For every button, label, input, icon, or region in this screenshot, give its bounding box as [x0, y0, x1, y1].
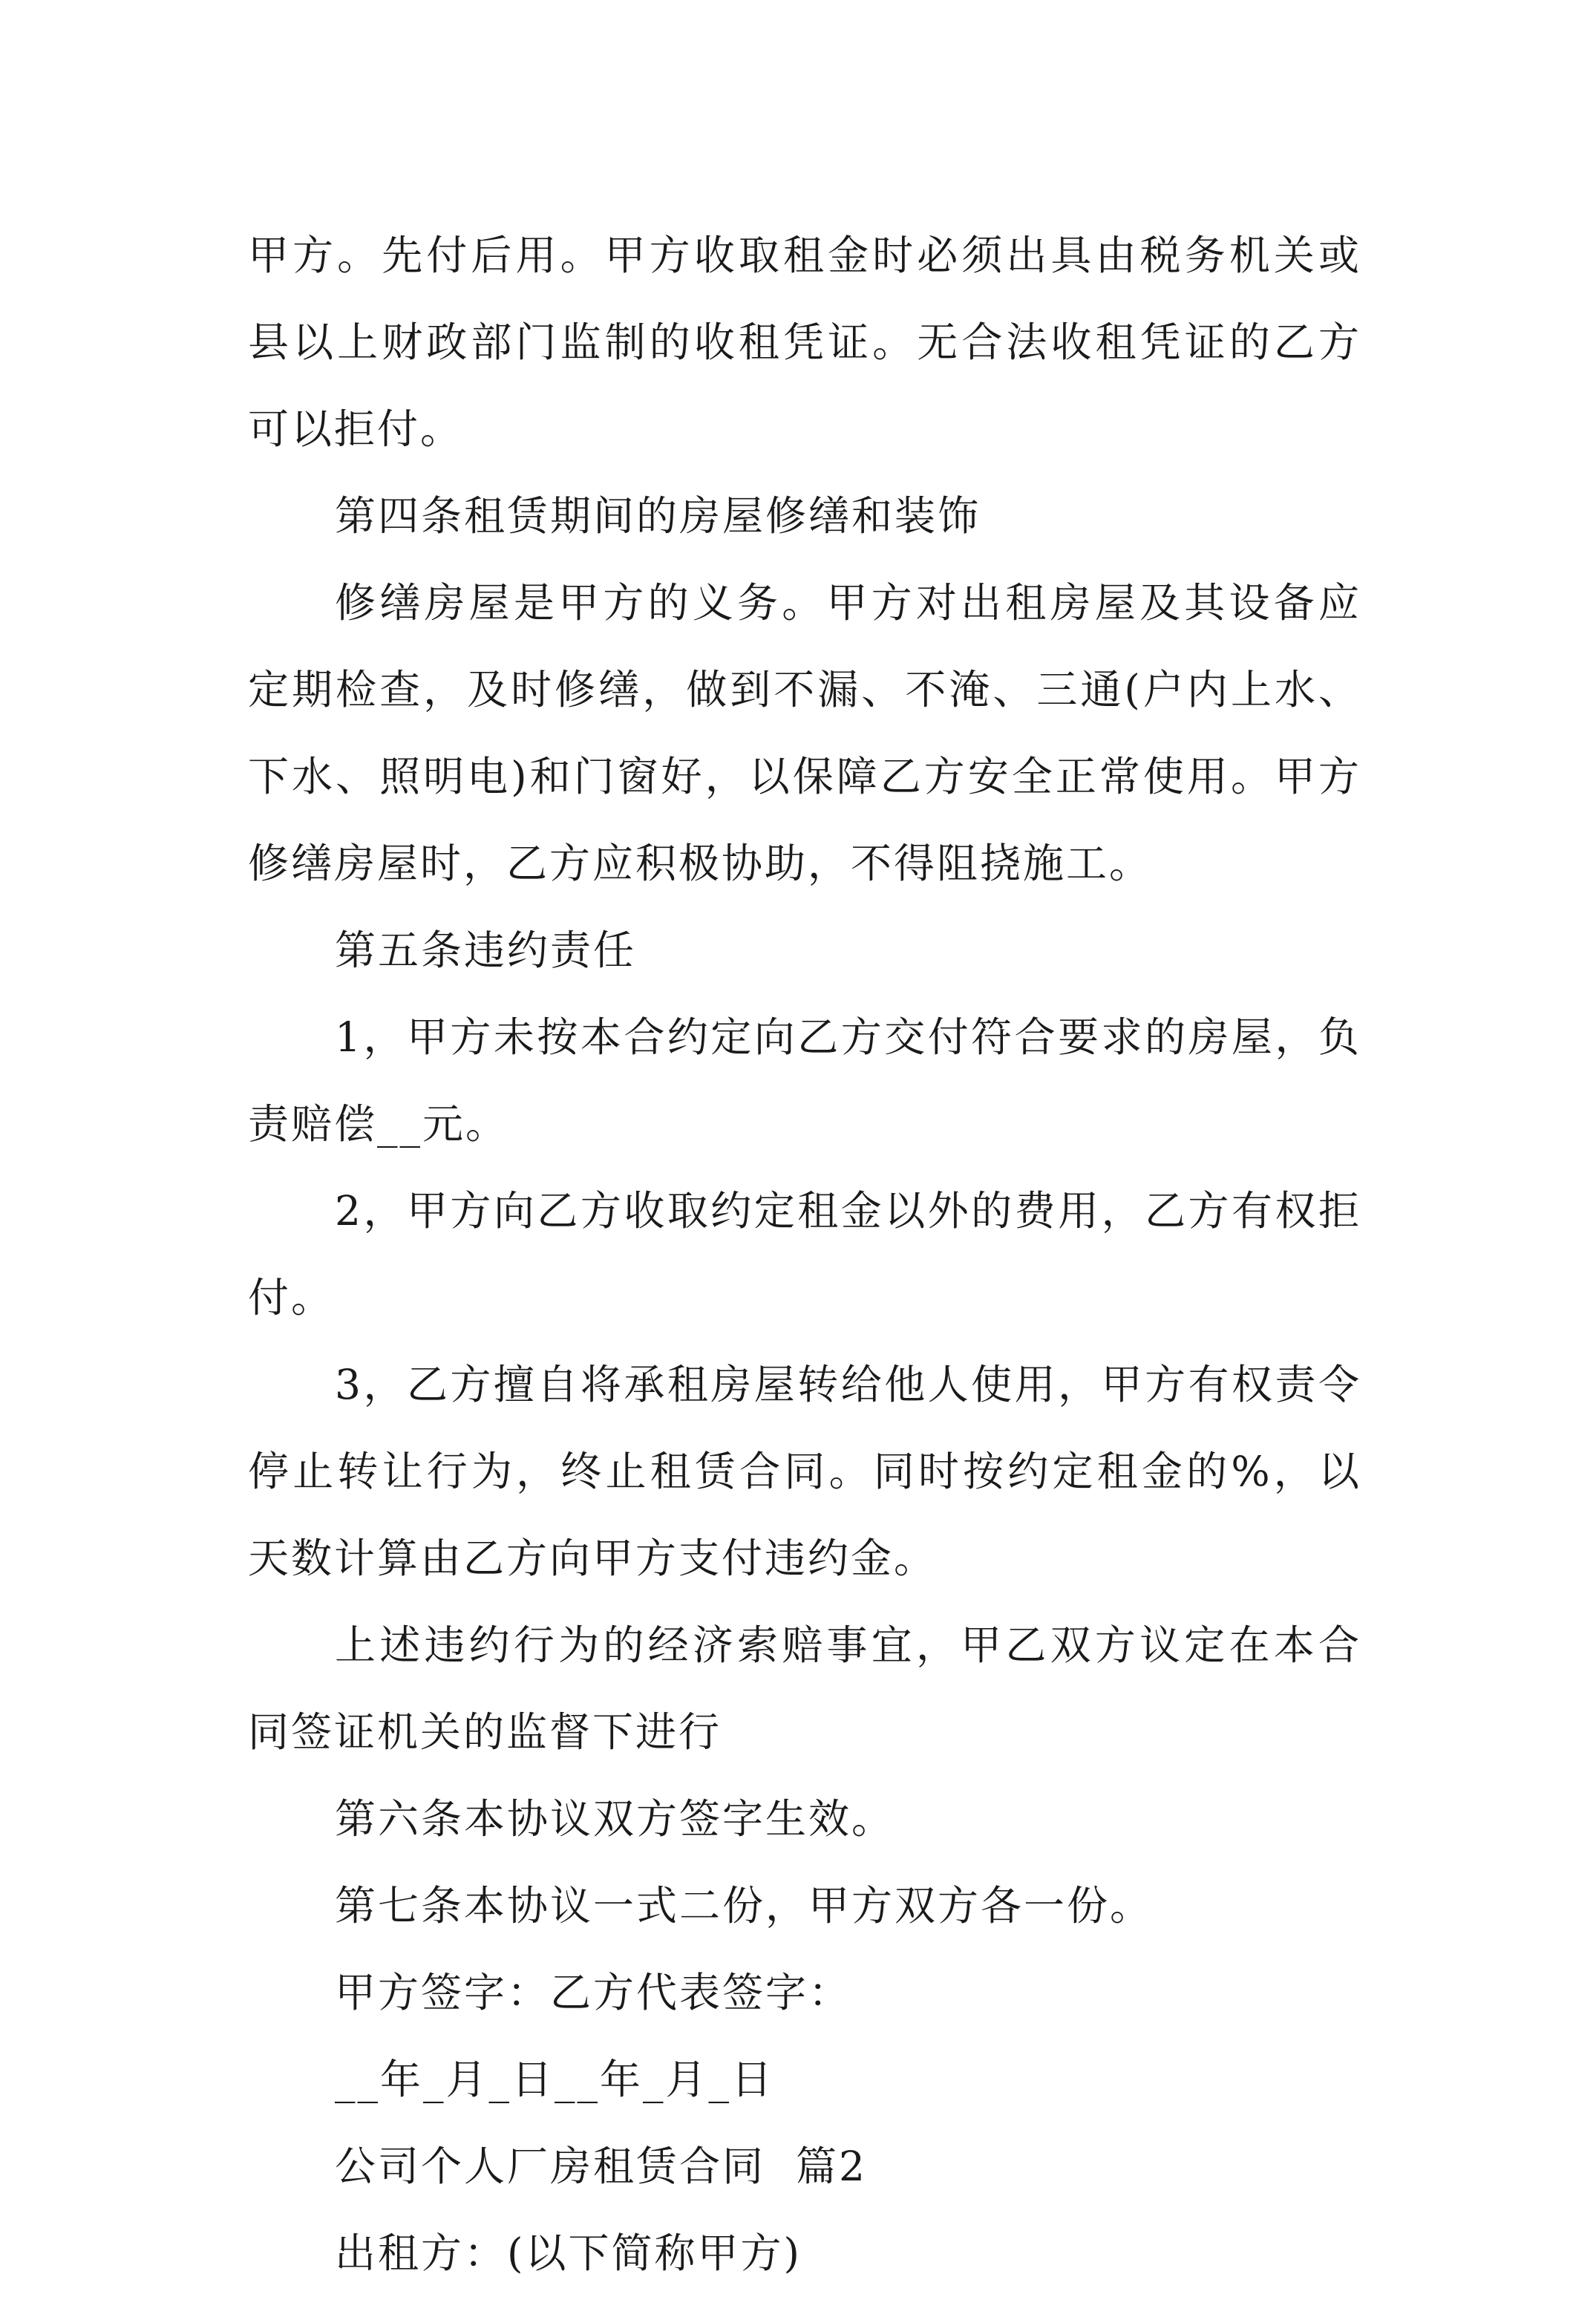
paragraph-claims-supervision: 上述违约行为的经济索赔事宜，甲乙双方议定在本合同签证机关的监督下进行	[248, 1621, 1361, 1756]
article-5-heading: 第五条违约责任	[335, 927, 637, 974]
paragraph-breach-item-1: 1，甲方未按本合约定向乙方交付符合要求的房屋，负责赔偿__元。	[248, 1013, 1361, 1148]
article-6-line: 第六条本协议双方签字生效。	[335, 1795, 895, 1843]
paragraph-payment-continuation: 甲方。先付后用。甲方收取租金时必须出具由税务机关或县以上财政部门监制的收租凭证。无合法收租凭证的乙方可以拒付。	[248, 232, 1361, 453]
paragraph-breach-item-3: 3，乙方擅自将承租房屋转给他人使用，甲方有权责令停止转让行为，终止租赁合同。同时按约定租金的%，以天数计算由乙方向甲方支付违约金。	[248, 1361, 1361, 1582]
lessor-line: 出租方：(以下简称甲方)	[335, 2229, 802, 2277]
signature-line: 甲方签字：乙方代表签字：	[335, 1969, 852, 2016]
paragraph-repair-duty: 修缮房屋是甲方的义务。甲方对出租房屋及其设备应定期检查，及时修缮，做到不漏、不淹、三通(户内上水、下水、照明电)和门窗好，以保障乙方安全正常使用。甲方修缮房屋时，乙方应积极协助，不得阻挠施工。	[248, 579, 1361, 887]
contract-2-title: 公司个人厂房租赁合同 篇2	[335, 2143, 867, 2190]
date-line: __年_月_日__年_月_日	[335, 2056, 775, 2103]
paragraph-breach-item-2: 2，甲方向乙方收取约定租金以外的费用，乙方有权拒付。	[248, 1187, 1361, 1321]
article-7-line: 第七条本协议一式二份，甲方双方各一份。	[335, 1882, 1154, 1930]
article-4-heading: 第四条租赁期间的房屋修缮和装饰	[335, 492, 981, 540]
document-page	[248, 212, 1361, 2297]
